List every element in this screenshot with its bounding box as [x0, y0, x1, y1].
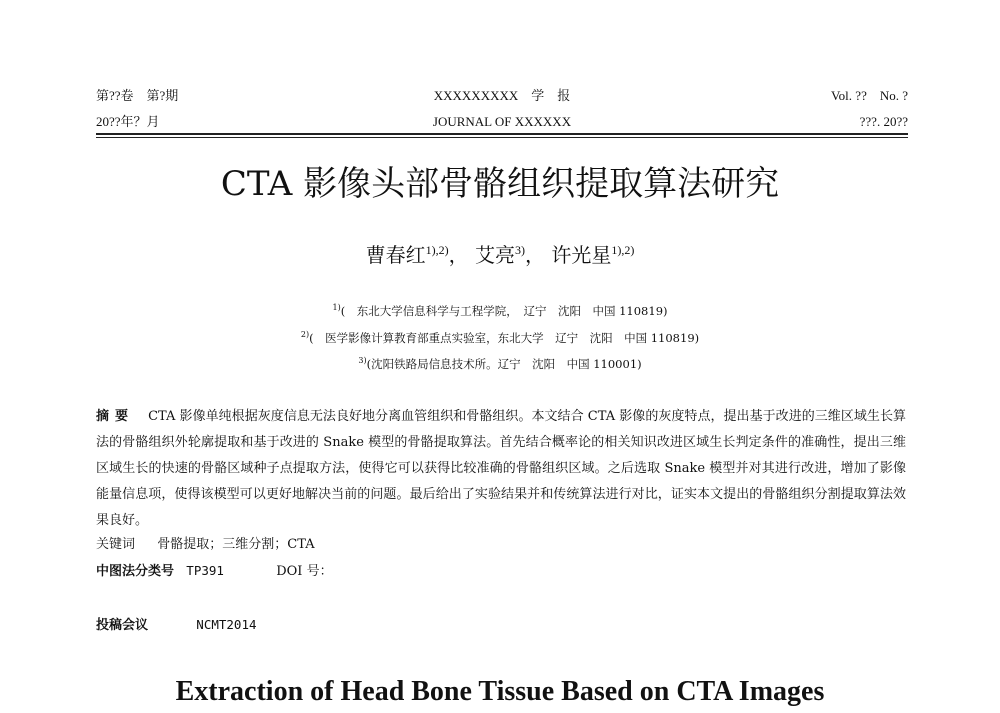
abstract-label: 摘要: [96, 409, 135, 424]
affiliation-mark: 3): [358, 356, 367, 365]
abstract-text: CTA 影像单纯根据灰度信息无法良好地分离血管组织和骨骼组织。本文结合 CTA 影像的灰度特点，提出基于改进的三维区域生长算法的骨骼组织外轮廓提取和基于改进的 Snake 模型的骨骼提取算法。首先结合概率论的相关知识改进区域生长判定条件的准确性，提出三维区域生长的快速的骨骼区域种子点提取方法，使得它可以获得比较准确的骨骼组织区域。之后选取 Snake 模型并对其进行改进，增加了影像能量信息项，使得该模型可以更好地解决当前的问题。最后给出了实验结果并和传统算法进行对比，证实本文提出的骨骼组织分割提取算法效果良好。: [96, 409, 906, 528]
keywords: [96, 536, 315, 554]
affiliation-text: ( 东北大学信息科学与工程学院， 辽宁 沈阳 中国 110819): [340, 304, 668, 318]
keywords-value: 骨骼提取；三维分割；CTA: [157, 537, 315, 552]
classification: [96, 562, 333, 581]
affiliation-mark: 2): [300, 330, 310, 339]
affiliation-3: [0, 353, 1000, 372]
journal-name-cn: XXXXXXXXX 学 报: [433, 88, 571, 103]
author-name: 曹春红: [365, 243, 426, 267]
vol-no: Vol. ?? No. ?: [830, 88, 908, 103]
author-affiliation-mark: 3): [515, 243, 525, 257]
author-affiliation-mark: 1),2): [425, 243, 449, 257]
affiliation-text: (沈阳铁路局信息技术所。辽宁 沈阳 中国 110001): [366, 357, 642, 371]
conference-label: 投稿会议: [96, 618, 149, 633]
doi-label: DOI 号：: [276, 564, 333, 579]
paper-title: CTA 影像头部骨骼组织提取算法研究: [220, 164, 780, 204]
affiliation-text: ( 医学影像计算教育部重点实验室，东北大学 辽宁 沈阳 中国 110819): [309, 331, 700, 345]
year-month: 20??年？月: [96, 114, 160, 129]
date-en: ???. 20??: [859, 114, 908, 129]
classification-label: 中图法分类号: [96, 564, 175, 579]
affiliation-mark: 1): [332, 303, 341, 312]
classification-value: TP391: [186, 563, 224, 578]
author-affiliation-mark: 1),2): [611, 243, 635, 257]
journal-name-en: JOURNAL OF XXXXXX: [432, 114, 572, 129]
affiliation-2: [0, 327, 1000, 346]
conference-value: NCMT2014: [196, 617, 257, 632]
header-rule-thick: [96, 133, 908, 135]
author-list: [0, 236, 1000, 269]
author-separator: ，: [525, 243, 545, 267]
author-separator: ，: [448, 243, 469, 267]
volume-issue: 第??卷 第?期: [96, 88, 179, 103]
abstract: [96, 404, 906, 534]
conference: [96, 616, 257, 635]
english-title: Extraction of Head Bone Tissue Based on CTA Images: [175, 676, 825, 707]
affiliation-1: [0, 300, 1000, 319]
author-name: 许光星: [551, 243, 612, 267]
header-rule-thin: [96, 137, 908, 138]
keywords-label: 关键词: [96, 537, 136, 552]
author-name: 艾亮: [475, 243, 515, 267]
